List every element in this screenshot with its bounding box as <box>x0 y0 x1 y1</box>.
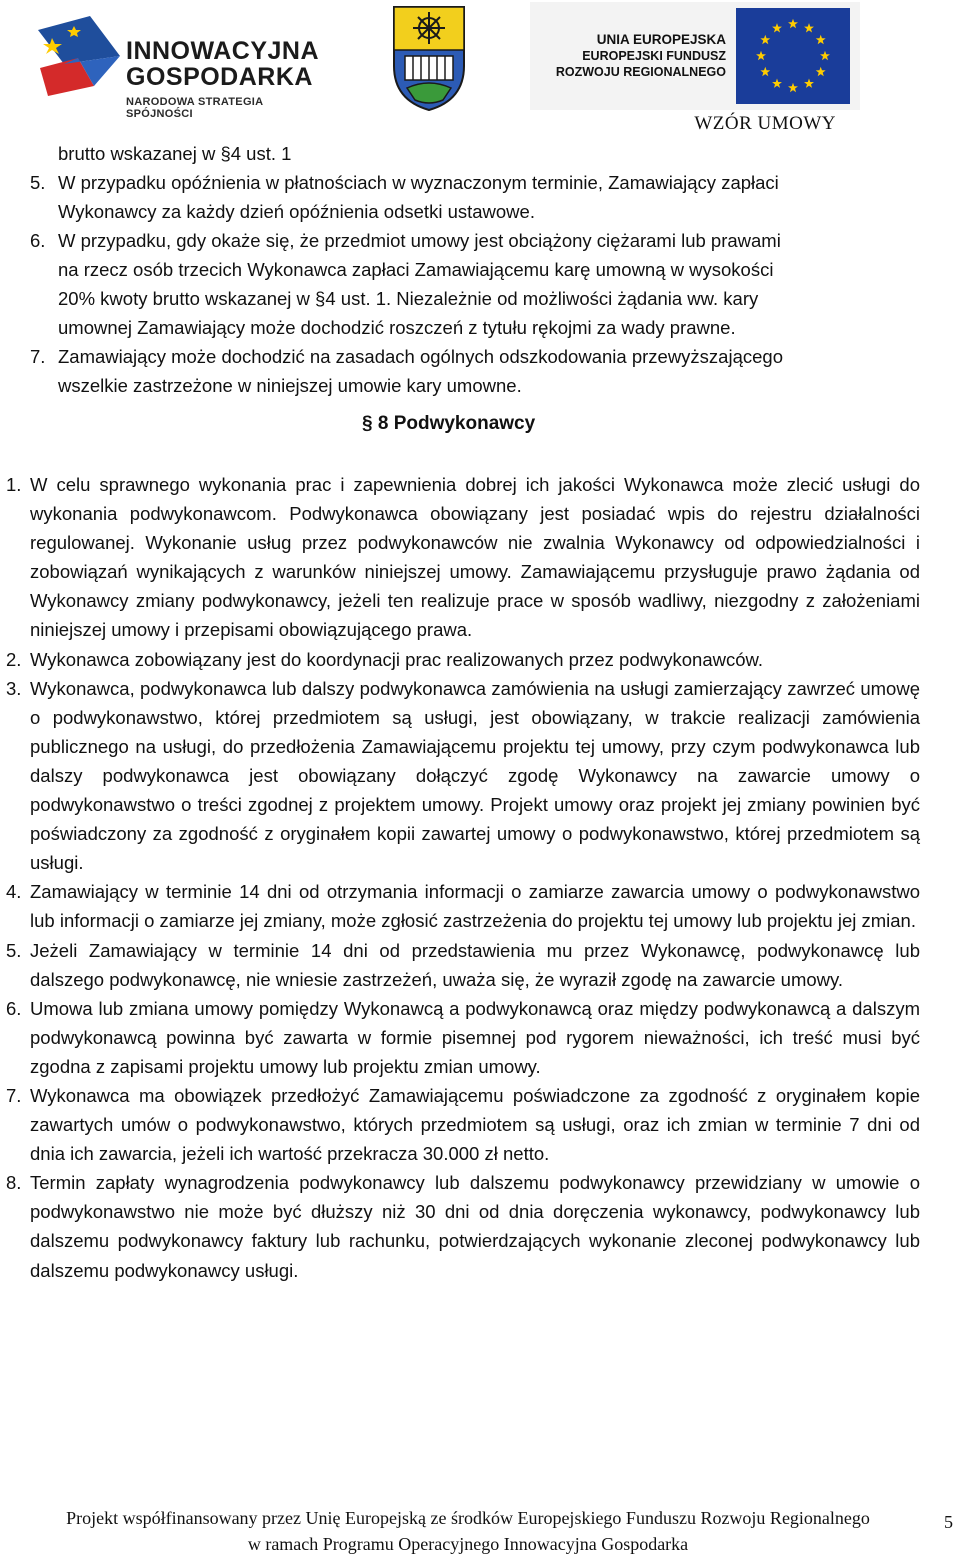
item-number: 8. <box>6 1172 22 1194</box>
list-item <box>0 645 960 674</box>
item-number: 6. <box>30 230 46 251</box>
list-item <box>0 470 960 645</box>
item-number: 1. <box>6 474 22 495</box>
item-line: W przypadku, gdy okaże się, że przedmiot umowy jest obciążony ciężarami lub prawami <box>58 230 781 251</box>
list-item <box>0 674 960 878</box>
item-number: 4. <box>6 881 22 903</box>
municipal-coat-of-arms-icon <box>391 4 467 112</box>
section8-list <box>0 470 960 1285</box>
list-item <box>0 936 960 994</box>
item-text: Wykonawca, podwykonawca lub dalszy podwykonawca zamówienia na usługi zamierzający zawrzeć umowę o podwykonawstwo, której przedmiotem są usługi, jest obowiązany, w trakcie realizacji zamówienia publicznego na usługi, do przedłożenia Zamawiającemu projektu tej umowy, przy czym podwykonawca lub dalszy podwykonawca jest obowiązany dołączyć zgodę Wykonawcy na zawarcie umowy o podwykonawstwo o treści zgodnej z projektem umowy. Projekt umowy oraz projekt jej zmiany powinien być poświadczony za zgodność z oryginałem kopii zawartej umowy o podwykonawstwo, której przedmiotem są usługi. <box>30 677 920 874</box>
list-item <box>0 1081 960 1168</box>
list-item <box>30 342 920 400</box>
innowacyjna-gospodarka-logo <box>26 14 326 120</box>
item-line: na rzecz osób trzecich Wykonawca zapłaci Zamawiającemu karę umowną w wysokości <box>58 259 774 280</box>
previous-section-list <box>30 139 920 400</box>
item-text: Zamawiający w terminie 14 dni od otrzymania informacji o zamiarze zawarcia umowy o podwykonawstwo lub informacji o zamiarze jej zmiany, może zgłosić zastrzeżenia do projektu tej umowy lub projektu jej zmian. <box>30 881 920 932</box>
list-item <box>30 226 920 342</box>
item-line: W przypadku opóźnienia w płatnościach w wyznaczonym terminie, Zamawiający zapłaci <box>58 172 779 193</box>
ig-logo-line1: INNOWACYJNA <box>126 37 320 65</box>
eu-logo-line1: UNIA EUROPEJSKA <box>596 32 726 47</box>
list-item <box>30 168 920 226</box>
list-item <box>0 994 960 1081</box>
eu-fund-logo <box>530 2 860 110</box>
item-line: wszelkie zastrzeżone w niniejszej umowie kary umowne. <box>58 375 522 396</box>
template-watermark: WZÓR UMOWY <box>694 113 836 134</box>
item-line: Zamawiający może dochodzić na zasadach ogólnych odszkodowania przewyższającego <box>58 346 783 367</box>
item-number: 6. <box>6 997 22 1019</box>
eu-flag-icon <box>736 8 850 104</box>
eu-logo-line2: EUROPEJSKI FUNDUSZ <box>582 49 726 63</box>
ig-logo-line3: NARODOWA STRATEGIA SPÓJNOŚCI <box>126 96 263 120</box>
item-number: 5. <box>6 939 22 961</box>
item-number: 7. <box>30 346 46 367</box>
item-text: Termin zapłaty wynagrodzenia podwykonawcy lub dalszemu podwykonawcy przewidziany w umowie o podwykonawstwo nie może być dłuższy niż 30 dni od dnia doręczenia wykonawcy, podwykonawcy lub dalszemu podwykonawcy faktury lub rachunku, potwierdzających wykonanie zleconej podwykonawcy lub dalszemu podwykonawcy usługi. <box>30 1172 920 1281</box>
page-header <box>0 0 960 134</box>
item-text: W celu sprawnego wykonania prac i zapewnienia dobrej ich jakości Wykonawca może zlecić usługi do wykonania podwykonawcom. Podwykonawca obowiązany jest posiadać wpis do rejestru działalności regulowanej. Wykonanie usług przez podwykonawców nie zwalnia Wykonawcy od odpowiedzialności i zobowiązań wynikających z warunków niniejszej umowy. Zamawiającemu przysługuje prawo żądania od Wykonawcy zmiany podwykonawcy, jeżeli ten realizuje prace w sposób wadliwy, niezgodny z założeniami niniejszej umowy i przepisami obowiązującego prawa. <box>30 474 920 641</box>
item-number: 3. <box>6 677 22 699</box>
item-text: Wykonawca ma obowiązek przedłożyć Zamawiającemu poświadczone za zgodność z oryginałem kopie zawartych umów o podwykonawstwo, których przedmiotem są usługi, oraz ich zmian w terminie 7 dni od dnia ich zawarcia, jeżeli ich wartość przekracza 30.000 zł netto. <box>30 1084 920 1165</box>
item-line: 20% kwoty brutto wskazanej w §4 ust. 1. Niezależnie od możliwości żądania ww. kary <box>58 288 759 309</box>
ig-flag-icon <box>34 16 120 100</box>
ig-logo-line2: GOSPODARKA <box>126 63 313 91</box>
footer-line2: w ramach Programu Operacyjnego Innowacyjna Gospodarka <box>247 1534 689 1554</box>
item-number: 2. <box>6 648 22 670</box>
item-text: Wykonawca zobowiązany jest do koordynacji prac realizowanych przez podwykonawców. <box>30 648 763 670</box>
item-text: Umowa lub zmiana umowy pomiędzy Wykonawcą a podwykonawcą oraz między podwykonawcą a dalszym podwykonawcą powinna być zawarta w formie pisemnej pod rygorem nieważności, ich treść musi być zgodna z zapisami projektu umowy lub projektu zmian umowy. <box>30 997 920 1077</box>
eu-logo-line3: ROZWOJU REGIONALNEGO <box>555 65 726 79</box>
footer-line1: Projekt współfinansowany przez Unię Europejską ze środków Europejskiego Funduszu Rozwoju Regionalnego <box>66 1508 870 1528</box>
list-item <box>0 877 960 935</box>
list-item <box>0 1168 960 1284</box>
item-number: 7. <box>6 1084 22 1106</box>
item-line: Wykonawcy za każdy dzień opóźnienia odsetki ustawowe. <box>58 201 535 222</box>
item-line: umownej Zamawiający może dochodzić roszczeń z tytułu rękojmi za wady prawne. <box>58 317 736 338</box>
page-number: 5 <box>944 1512 953 1532</box>
continuation-line: brutto wskazanej w §4 ust. 1 <box>58 143 292 164</box>
item-number: 5. <box>30 172 46 193</box>
item-text: Jeżeli Zamawiający w terminie 14 dni od przedstawienia mu przez Wykonawcę, podwykonawcę lub dalszego podwykonawcę, nie wniesie zastrzeżeń, uważa się, że wyraził zgodę na zawarcie umowy. <box>30 939 920 990</box>
section-heading: § 8 Podwykonawcy <box>362 413 536 434</box>
